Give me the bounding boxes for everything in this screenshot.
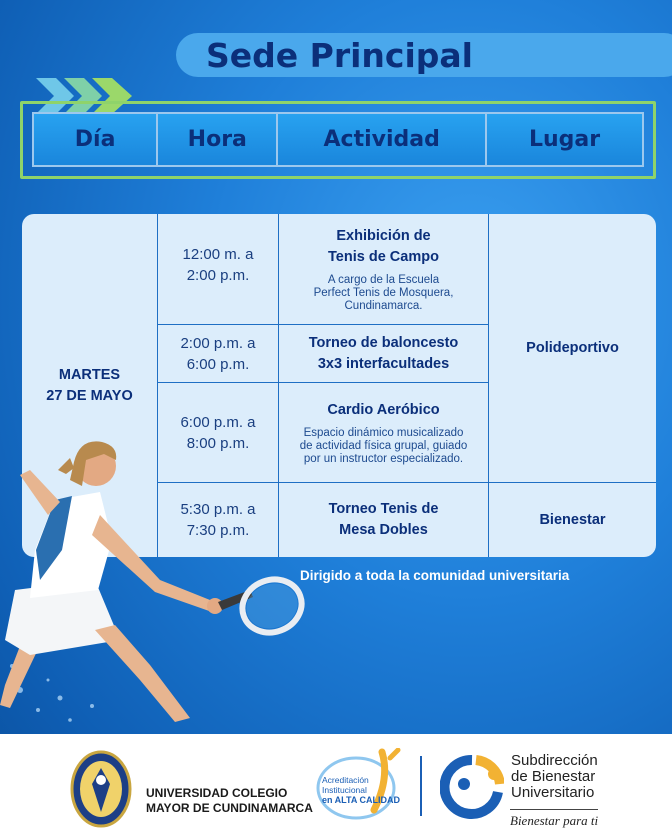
slogan-underline	[510, 809, 598, 810]
day-date: 27 DE MAYO	[46, 387, 133, 404]
activity-title: Torneo Tenis de	[328, 501, 439, 517]
university-seal-icon	[70, 750, 132, 828]
university-name: UNIVERSIDAD COLEGIO MAYOR DE CUNDINAMARCA	[146, 786, 313, 815]
activity-title: Exhibición de	[336, 227, 431, 244]
audience-note: Dirigido a toda la comunidad universitaria	[300, 568, 570, 583]
time-start: 2:00 p.m. a	[180, 334, 256, 352]
activity-cell	[279, 325, 488, 382]
place-cell: Bienestar	[539, 512, 606, 528]
time-start: 6:00 p.m. a	[180, 413, 256, 431]
office-slogan: Bienestar para ti	[510, 813, 599, 828]
activity-title: Mesa Dobles	[339, 522, 428, 538]
place-cell: Polideportivo	[526, 340, 619, 356]
time-start: 5:30 p.m. a	[180, 501, 256, 518]
page-title-banner	[176, 33, 672, 77]
time-end: 2:00 p.m.	[186, 267, 250, 284]
activity-title: 3x3 interfacultades	[317, 355, 450, 372]
office-name: Subdirección de Bienestar Universitario	[511, 752, 598, 801]
activity-cell	[279, 214, 488, 324]
activity-title: Tenis de Campo	[328, 248, 439, 265]
time-cell	[158, 214, 278, 324]
activity-description: Espacio dinámico musicalizado de actividad física grupal, guiado por un instructor especializado.	[299, 426, 468, 465]
schedule-header	[32, 112, 644, 167]
bienestar-logo-icon	[440, 754, 504, 820]
header-day: Día	[34, 114, 158, 165]
footer-logos	[0, 734, 672, 840]
activity-title: Torneo de baloncesto	[308, 334, 459, 351]
day-weekday: MARTES	[58, 366, 121, 383]
time-end: 6:00 p.m.	[186, 355, 250, 373]
accreditation-text: Acreditación Institucional en ALTA CALIDAD	[322, 775, 400, 805]
activity-description: A cargo de la Escuela Perfect Tenis de Mosquera, Cundinamarca.	[313, 273, 454, 312]
time-end: 8:00 p.m.	[186, 434, 250, 452]
time-end: 7:30 p.m.	[186, 522, 250, 539]
time-cell	[158, 325, 278, 382]
time-start: 12:00 m. a	[182, 246, 254, 263]
activity-title: Cardio Aeróbico	[327, 401, 440, 418]
tennis-player-illustration	[0, 430, 320, 730]
page-title: Sede Principal	[206, 35, 473, 75]
header-place: Lugar	[487, 114, 642, 165]
logo-divider	[420, 756, 422, 816]
header-activity: Actividad	[278, 114, 487, 165]
header-time: Hora	[158, 114, 278, 165]
